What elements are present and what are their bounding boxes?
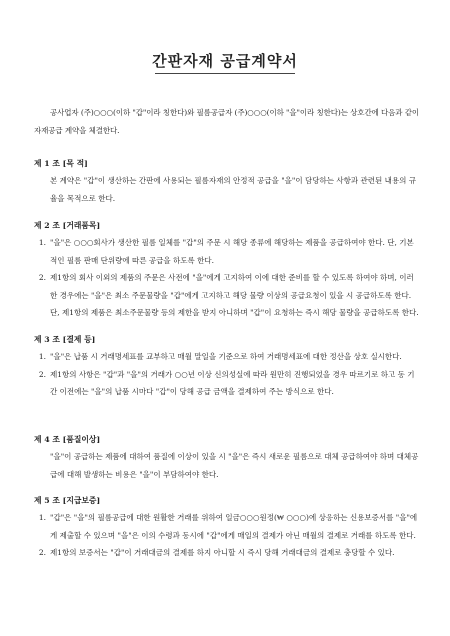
item-number: 1. bbox=[38, 513, 46, 522]
item-text: "을"은 ○○○회사가 생산한 필름 일체를 "갑"의 주문 시 해당 종류에 해당하는 제품을 공급하여야 한다. 단, 기본적인 필름 판매 단위량에 따른 공급을 하도록 한다. bbox=[50, 238, 414, 265]
item-text: 제1항의 보증서는 "갑"이 거래대금의 결제를 하지 아니할 시 즉시 당해 거래대금의 결제로 충당할 수 있다. bbox=[50, 548, 395, 558]
list-item bbox=[34, 269, 420, 322]
article-heading: 제 1 조 [목 적] bbox=[34, 159, 88, 168]
article-heading: 제 3 조 [결제 등] bbox=[34, 335, 96, 344]
item-text: 제1항의 사항은 "갑"과 "을"의 거래가 ○○년 이상 신의성실에 따라 원만히 진행되었을 경우 따르기로 하고 동 기간 이전에는 "을"의 납품 시마다 "갑"이 당해 공급 금액을 결제하여 주는 방식으로 한다. bbox=[50, 369, 415, 397]
item-number: 2. bbox=[38, 273, 46, 283]
item-text: "을"은 납품 시 거래명세표를 교부하고 매월 말일을 기준으로 하여 거래명세표에 대한 정산을 상호 실시한다. bbox=[50, 352, 402, 361]
item-number: 2. bbox=[38, 548, 46, 558]
article-body: "을"이 공급하는 제품에 대하여 품질에 이상이 있을 시 "을"은 즉시 새로운 필름으로 대체 공급하여야 하며 대체공급에 대해 발생하는 비용은 "을"이 부담하여야 한다. bbox=[50, 452, 419, 479]
item-number: 1. bbox=[38, 238, 46, 247]
article-1 bbox=[34, 156, 420, 207]
item-text: 제1항의 회사 이외의 제품의 주문은 사전에 "을"에게 고지하여 이에 대한 준비를 할 수 있도록 하여야 하며, 이러한 경우에는 "을"은 최소 주문물량을 "갑"에게 고지하고 해당 물량 이상의 공급요청이 있을 시 공급하도록 한다. 단, 제1항의 제품은 최소주문물량 등의 제한을 받지 아니하며 "갑"이 요청하는 즉시 해당 물량을 공급하도록 한다. bbox=[50, 273, 419, 318]
list-item bbox=[34, 509, 420, 544]
item-number: 2. bbox=[38, 369, 46, 379]
article-heading: 제 5 조 [지급보증] bbox=[34, 496, 101, 505]
article-3 bbox=[34, 332, 420, 401]
list-item bbox=[34, 544, 420, 562]
document-title: 간판자재 공급계약서 bbox=[152, 52, 298, 70]
title-underline bbox=[155, 73, 295, 74]
article-body: 본 계약은 "갑"이 생산하는 간판에 사용되는 필름자재의 안정적 공급을 "을"이 담당하는 사항과 관련된 내용의 규율을 목적으로 한다. bbox=[50, 176, 416, 203]
intro-paragraph: 공사업자 (주)○○○(이하 "갑"이라 칭한다)와 필름공급자 (주)○○○(이하 "을"이라 칭한다)는 상호간에 다음과 같이 자재공급 계약을 체결한다. bbox=[34, 108, 420, 135]
article-5 bbox=[34, 493, 420, 562]
article-heading: 제 2 조 [거래품목] bbox=[34, 221, 101, 230]
article-heading: 제 4 조 [품질이상] bbox=[34, 435, 101, 444]
article-4 bbox=[34, 432, 420, 483]
article-2 bbox=[34, 218, 420, 322]
item-text: "갑"은 "을"의 필름공급에 대한 원활한 거래를 위하여 일금○○○원정(₩ ○○○)에 상응하는 신용보증서를 "을"에게 제출할 수 있으며 "을"은 이의 수령과 동시에 "갑"에게 매일의 결제가 아닌 매월의 결제로 거래를 하도록 한다. bbox=[50, 513, 418, 540]
list-item bbox=[34, 348, 420, 366]
item-number: 1. bbox=[38, 352, 46, 361]
list-item bbox=[34, 366, 420, 401]
list-item bbox=[34, 234, 420, 269]
